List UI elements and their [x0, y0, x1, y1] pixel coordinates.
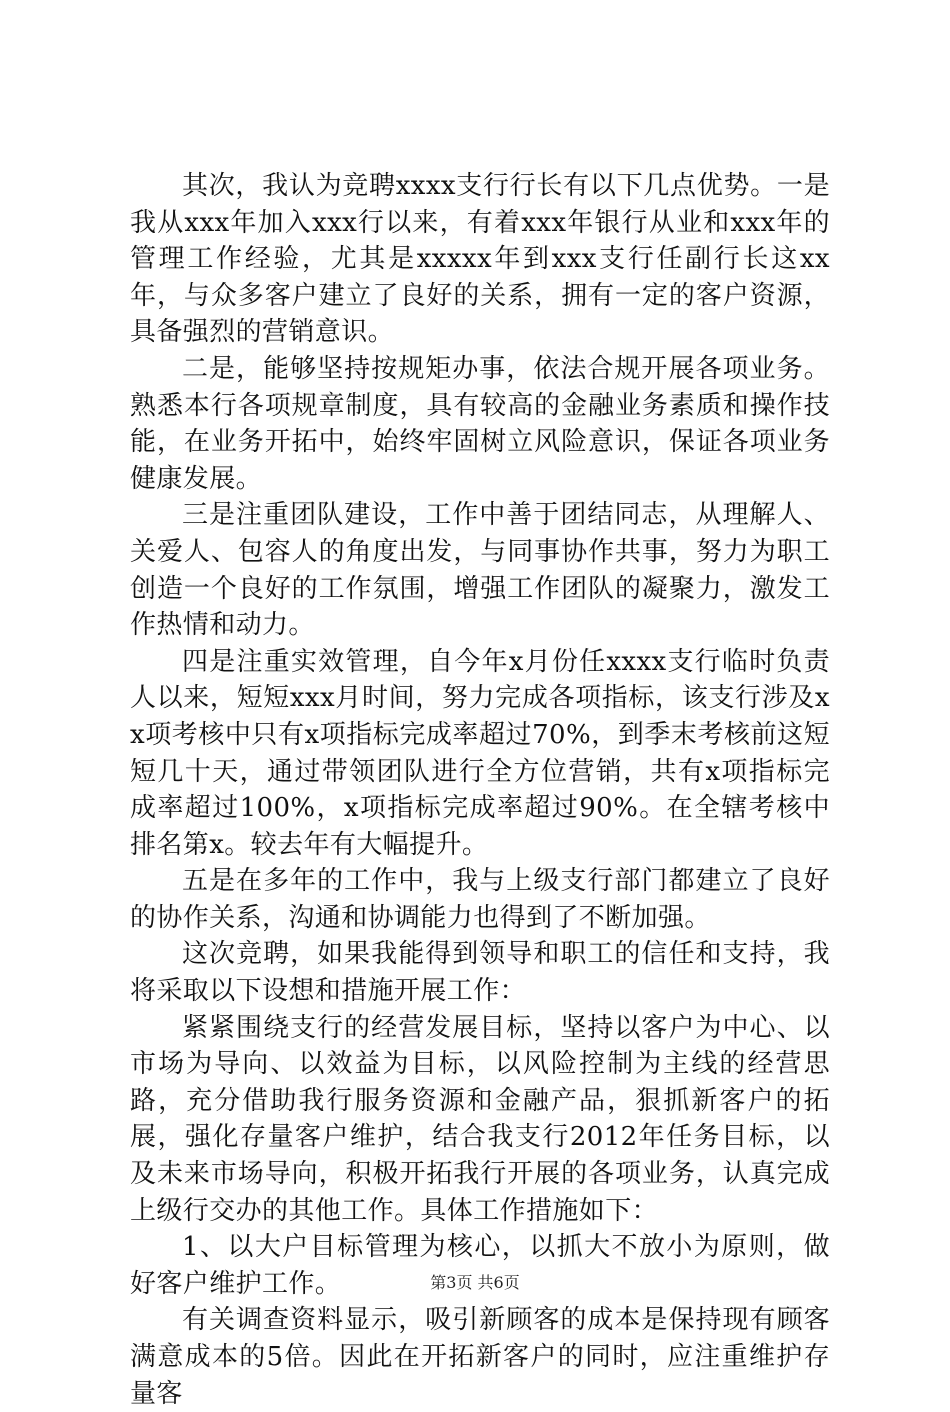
page-footer: 第3页 共6页 [430, 1273, 520, 1292]
paragraph-customer-cost: 有关调查资料显示，吸引新顾客的成本是保持现有顾客满意成本的5倍。因此在开拓新客户的同时，应注重维护存量客 [130, 1305, 830, 1409]
document-body [130, 168, 830, 1412]
paragraph-plan-intro: 这次竞聘，如果我能得到领导和职工的信任和支持，我将采取以下设想和措施开展工作： [130, 939, 830, 1007]
paragraph-team-building: 三是注重团队建设，工作中善于团结同志，从理解人、关爱人、包容人的角度出发，与同事协作共事，努力为职工创造一个良好的工作氛围，增强工作团队的凝聚力，激发工作热情和动力。 [130, 500, 830, 641]
paragraph-measure-1: 1、以大户目标管理为核心，以抓大不放小为原则，做好客户维护工作。 [130, 1232, 830, 1299]
paragraph-effective-management: 四是注重实效管理，自今年x月份任xxxx支行临时负责人以来，短短xxx月时间，努力完成各项指标，该支行涉及xx项考核中只有x项指标完成率超过70%，到季末考核前这短短几十天，通过带领团队进行全方位营销，共有x项指标完成率超过100%，x项指标完成率超过90%。在全辖考核中排名第x。较去年有大幅提升。 [130, 646, 830, 860]
paragraph-cooperation: 五是在多年的工作中，我与上级支行部门都建立了良好的协作关系，沟通和协调能力也得到了不断加强。 [130, 866, 830, 933]
paragraph-advantages-intro: 其次，我认为竞聘xxxx支行行长有以下几点优势。一是我从xxx年加入xxx行以来，有着xxx年银行从业和xxx年的管理工作经验，尤其是xxxxx年到xxx支行任副行长这xx年，与众多客户建立了良好的关系，拥有一定的客户资源，具备强烈的营销意识。 [130, 171, 830, 348]
paragraph-business-goals: 紧紧围绕支行的经营发展目标，坚持以客户为中心、以市场为导向、以效益为目标，以风险控制为主线的经营思路，充分借助我行服务资源和金融产品，狠抓新客户的拓展，强化存量客户维护，结合我支行2012年任务目标，以及未来市场导向，积极开拓我行开展的各项业务，认真完成上级行交办的其他工作。具体工作措施如下： [130, 1012, 830, 1226]
paragraph-compliance: 二是，能够坚持按规矩办事，依法合规开展各项业务。熟悉本行各项规章制度，具有较高的金融业务素质和操作技能，在业务开拓中，始终牢固树立风险意识，保证各项业务健康发展。 [130, 353, 830, 494]
